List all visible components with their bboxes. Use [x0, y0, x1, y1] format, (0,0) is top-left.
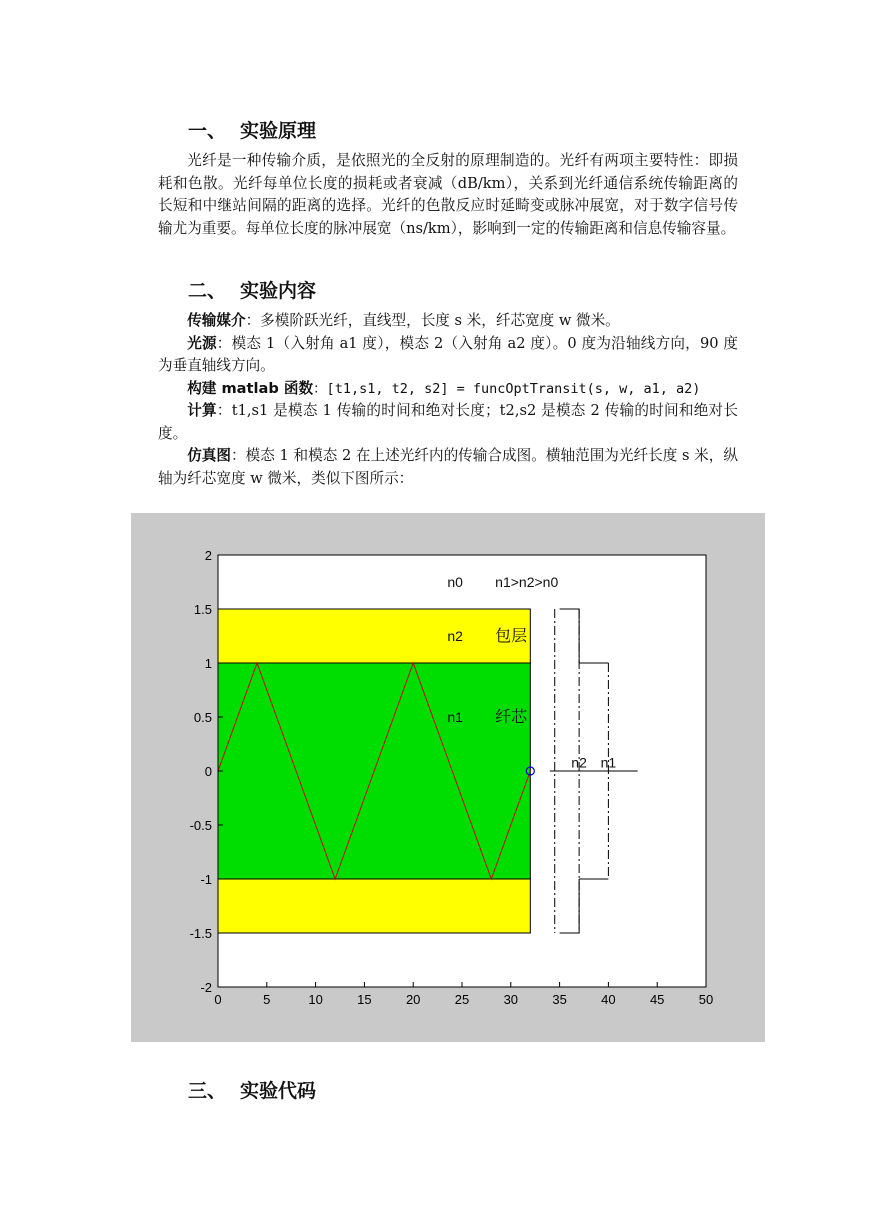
y-tick-label: 1	[204, 656, 212, 671]
item-source	[158, 333, 738, 378]
item-text: ：多模阶跃光纤，直线型，长度 s 米，纤芯宽度 w 微米。	[245, 312, 620, 329]
x-tick-label: 45	[649, 992, 665, 1007]
section-heading-2	[188, 276, 316, 303]
item-build	[158, 378, 738, 401]
x-tick-label: 10	[308, 992, 323, 1007]
annotation-n1: n1	[447, 709, 463, 725]
item-calc	[158, 400, 738, 445]
item-label: 计算	[187, 402, 217, 419]
x-tick-label: 5	[263, 992, 271, 1007]
x-tick-label: 35	[552, 992, 567, 1007]
item-label: 构建 matlab 函数	[187, 379, 314, 397]
section-number: 二、	[188, 280, 227, 302]
section-title: 实验原理	[240, 120, 317, 142]
principle-paragraph	[158, 150, 738, 240]
annotation-n0: n0	[447, 574, 463, 590]
y-tick-label: -1.5	[189, 926, 212, 941]
item-text: ：模态 1（入射角 a1 度），模态 2（入射角 a2 度）。0 度为沿轴线方向，90 度为垂直轴线方向。	[158, 334, 738, 374]
annotation-profile-n2: n2	[571, 754, 587, 771]
section-number: 三、	[188, 1080, 227, 1102]
item-label: 光源	[187, 334, 217, 352]
section-title: 实验代码	[240, 1080, 317, 1102]
x-tick-label: 0	[214, 992, 222, 1007]
x-tick-label: 25	[454, 992, 470, 1007]
x-tick-label: 50	[698, 992, 714, 1007]
item-text: ：t1,s1 是模态 1 传输的时间和绝对长度；t2,s2 是模态 2 传输的时间和绝对长度。	[158, 402, 738, 442]
annotation-profile-n1: n1	[600, 754, 617, 771]
section-heading-1	[188, 116, 316, 143]
y-tick-label: -1	[200, 872, 212, 887]
cladding-bottom-region	[218, 879, 530, 933]
section-title: 实验内容	[240, 280, 317, 302]
item-medium	[158, 310, 738, 333]
principle-text: 光纤是一种传输介质，是依照光的全反射的原理制造的。光纤有两项主要特性：即损耗和色散。光纤每单位长度的损耗或者衰减（dB/km），关系到光纤通信系统传输距离的长短和中继站间隔的距离的选择。光纤的色散反应时延畸变或脉冲展宽，对于数字信号传输尤为重要。每单位长度的脉冲展宽（ns/km），影响到一定的传输距离和信息传输容量。	[158, 152, 738, 237]
item-label: 仿真图	[187, 447, 232, 464]
item-text: ：模态 1 和模态 2 在上述光纤内的传输合成图。横轴范围为光纤长度 s 米，纵轴为纤芯宽度 w 微米，类似下图所示：	[158, 447, 738, 487]
item-text: ：[t1,s1, t2, s2] = funcOptTransit(s, w, a1, a2)	[313, 380, 701, 397]
x-tick-label: 30	[503, 992, 519, 1007]
x-tick-label: 15	[357, 992, 372, 1007]
y-tick-label: 0	[204, 764, 212, 779]
annotation-n2: n2	[447, 628, 463, 644]
y-tick-label: -0.5	[189, 818, 212, 833]
x-tick-label: 40	[601, 992, 616, 1007]
y-tick-label: 1.5	[193, 602, 212, 617]
fiber-simulation-figure	[131, 513, 765, 1042]
annotation-core: 纤芯	[495, 707, 528, 726]
x-tick-label: 20	[405, 992, 421, 1007]
fiber-chart	[131, 513, 765, 1042]
y-tick-label: -2	[200, 980, 212, 995]
cladding-top-region	[218, 609, 530, 663]
item-sim	[158, 445, 738, 490]
y-tick-label: 0.5	[193, 710, 212, 725]
section-number: 一、	[188, 120, 227, 142]
annotation-cladding: 包层	[495, 626, 528, 645]
content-list	[158, 310, 738, 490]
item-label: 传输媒介	[187, 312, 246, 329]
y-tick-label: 2	[204, 548, 212, 563]
annotation-index-relation: n1>n2>n0	[495, 574, 559, 590]
section-heading-3	[188, 1076, 316, 1103]
